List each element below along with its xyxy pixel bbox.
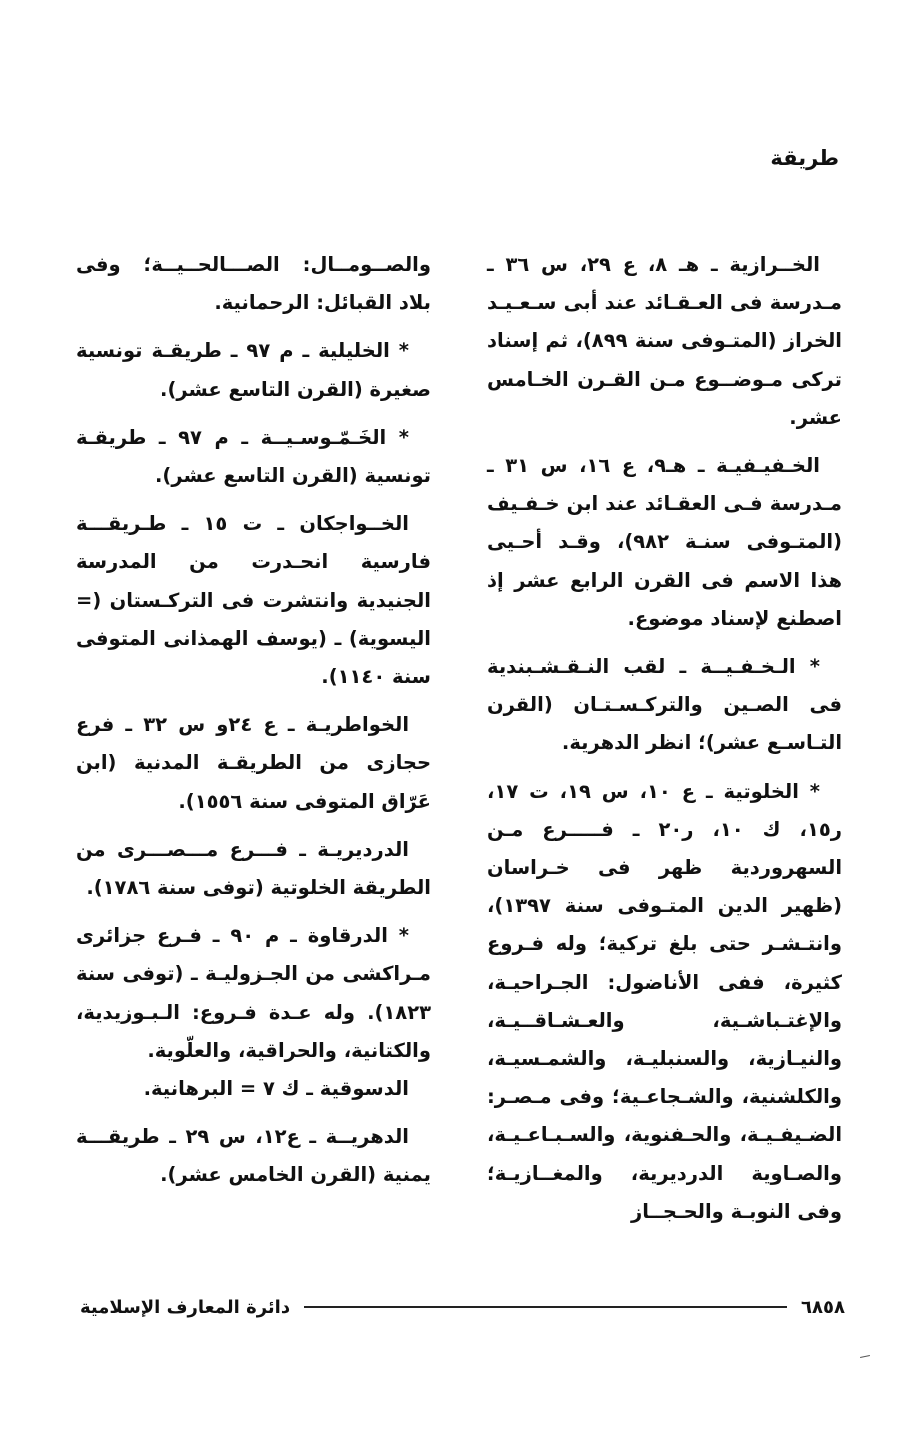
left-column xyxy=(76,246,431,1205)
entry-khammusiyya: * الخَـمّـوسـيــة ـ م ٩٧ ـ طريقـة تونسية (القرن التاسع عشر). xyxy=(76,425,431,488)
entry-khirraziyya: الخــرازية ـ هـ ٨، ع ٢٩، س ٣٦ ـ مـدرسة فى العـقـائد عند أبى سـعـيـد الخراز (المتـوفى سنة ٨٩٩)، ثم إسناد تركى مـوضــوع مـن القـرن الخـامس عشر. xyxy=(487,253,842,429)
entry-dardiriyya: الدرديريـة ـ فـــرع مـــصـــرى من الطريقة الخلوتية (توفى سنة ١٧٨٦). xyxy=(76,837,431,900)
journal-title: دائرة المعارف الإسلامية xyxy=(80,1296,291,1318)
entry-khwajagan: الخــواجكان ـ ت ١٥ ـ طـريقـــة فارسية انحـدرت من المدرسة الجنيدية وانتشرت فى التركـستان (= اليسوية) ـ (يوسف الهمذانى المتوفى سنة ١١٤٠). xyxy=(76,512,431,689)
entry-khalwatiyya: * الخلوتية ـ ع ١٠، س ١٩، ت ١٧، ر١٥، ك ١٠، ر٢٠ ـ فـــــرع مـن السهروردية ظهر فى خـراسان (ظهير الدين المتـوفى سنة ١٣٩٧)، وانتـشـر حتى بلغ تركية؛ وله فـروع كثيرة، ففى الأناضول: الجـراحيـة، والإغتـباشـية، والعـشـاقــيـة، والنيـازية، والسنبليـة، والشمـسيـة، والكلشنية، والشـجاعـية؛ وفى مـصـر: الضـيفـيـة، والحـفنوية، والسـبـاعـيـة، والصـاوية الدرديرية، والمغــازيـة؛ وفى النوبـة والحـجــاز xyxy=(487,779,842,1223)
scan-mark xyxy=(860,1355,870,1358)
footer-rule xyxy=(304,1306,787,1308)
page-number: ٦٨٥٨ xyxy=(801,1296,845,1318)
entry-khafifiyya: الخـفيـفيـة ـ هـ٩، ع ١٦، س ٣١ ـ مـدرسة فـى العقـائد عند ابن خـفـيف (المتـوفى سنـة ٩٨٢)، وقـد أحـيى هذا الاسم فى القرن الرابع عشر إذ اصطنع لإسناد موضوع. xyxy=(487,454,843,630)
entry-khalwatiyya-continued: والصــومــال: الصـــالحــيــة؛ وفى بلاد القبائل: الرحمانية. xyxy=(76,253,431,315)
entry-dahriyya: الدهريــة ـ ع١٢، س ٢٩ ـ طريقـــة يمنية (القرن الخامس عشر). xyxy=(76,1125,431,1187)
right-column xyxy=(487,246,842,1241)
running-header: طريقة xyxy=(770,146,839,170)
entry-khaliliyya: * الخليلية ـ م ٩٧ ـ طريقـة تونسية صغيرة (القرن التاسع عشر). xyxy=(76,339,431,401)
entry-khawatiriyya: الخواطريـة ـ ع ٢٤و س ٣٢ ـ فرع حجازى من الطريقـة المدنية (ابن عَرّاق المتوفى سنة ١٥٥٦). xyxy=(76,713,431,813)
entry-darqawa: * الدرقاوة ـ م ٩٠ ـ فـرع جزائرى مـراكشى من الجـزوليـة ـ (توفى سنة ١٨٢٣). وله عـدة فـروع: الـبـوزيدية، والكتانية، والحراقية، والعلّوية. xyxy=(76,924,431,1062)
entry-dasuqiyya: الدسوقية ـ ك ٧ = البرهانية. xyxy=(143,1077,409,1101)
entry-khafiyya: * الـخـفـيــة ـ لقب النـقـشـبندية فى الصـين والتركـسـتـان (القرن التـاسـع عشر)؛ انظر الدهرية. xyxy=(487,655,842,755)
page-footer xyxy=(80,1292,845,1322)
